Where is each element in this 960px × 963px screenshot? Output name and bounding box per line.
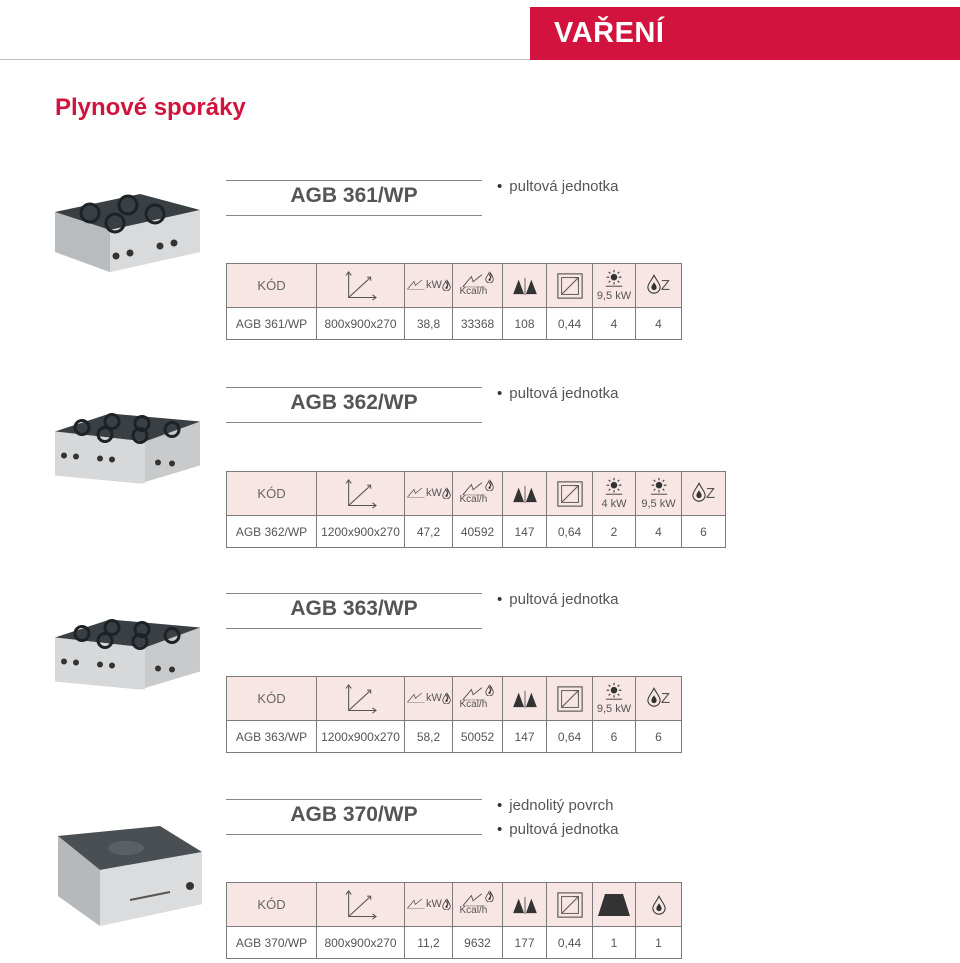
model-title-box: [226, 799, 482, 835]
code-header: KÓD: [227, 677, 317, 721]
power-kw-icon: kW: [406, 485, 451, 499]
code-header: KÓD: [227, 883, 317, 927]
flame-drop-icon: [652, 895, 666, 915]
burner-power-label: 4 kW: [601, 498, 627, 510]
value-cell: 58,2: [405, 721, 453, 753]
burner-icon: [604, 682, 624, 700]
value-cell: 147: [503, 721, 547, 753]
spec-header-row: [227, 472, 726, 516]
feature-list: [497, 382, 619, 406]
feature-list: [497, 175, 619, 199]
kcal-flame-icon: Kcal/h: [457, 682, 499, 712]
volume-icon: [556, 891, 584, 919]
code-header: KÓD: [227, 472, 317, 516]
value-cell: 0,64: [547, 721, 593, 753]
value-cell: 0,44: [547, 927, 593, 959]
value-cell: AGB 361/WP: [227, 308, 317, 340]
feature-item: • pultová jednotka: [497, 588, 619, 612]
feature-list: [497, 588, 619, 612]
header-bar: [530, 7, 960, 60]
weight-icon: [511, 689, 539, 709]
value-cell: 4: [636, 516, 682, 548]
code-header: KÓD: [227, 264, 317, 308]
value-cell: 33368: [453, 308, 503, 340]
spec-values-row: [227, 721, 682, 753]
value-cell: 47,2: [405, 516, 453, 548]
spec-header-row: [227, 677, 682, 721]
value-cell: 1: [636, 927, 682, 959]
hotplate-icon: [596, 892, 632, 918]
value-cell: AGB 362/WP: [227, 516, 317, 548]
feature-item: • pultová jednotka: [497, 382, 619, 406]
value-cell: AGB 363/WP: [227, 721, 317, 753]
burner-icon: [604, 269, 624, 287]
value-cell: 1: [593, 927, 636, 959]
dimensions-icon: [343, 271, 379, 301]
spec-values-row: [227, 927, 682, 959]
kcal-flame-icon: Kcal/h: [457, 888, 499, 918]
burner-power-label: 9,5 kW: [596, 703, 632, 715]
dimensions-icon: [343, 890, 379, 920]
feature-item: • jednolitý povrch: [497, 794, 619, 818]
dimensions-icon: [343, 479, 379, 509]
flame-drop-icon: Z: [692, 482, 715, 502]
value-cell: 9632: [453, 927, 503, 959]
spec-values-row: [227, 516, 726, 548]
model-name: AGB 370/WP: [290, 803, 418, 826]
spec-values-row: [227, 308, 682, 340]
value-cell: 108: [503, 308, 547, 340]
value-cell: 1200x900x270: [317, 721, 405, 753]
model-title-box: [226, 387, 482, 423]
spec-table: [226, 471, 726, 548]
value-cell: 147: [503, 516, 547, 548]
product-image-6-burner: [50, 400, 205, 495]
volume-icon: [556, 272, 584, 300]
flame-drop-icon: Z: [647, 687, 670, 707]
page-title: Plynové sporáky: [55, 94, 246, 121]
product-image-4-burner: [50, 190, 205, 285]
feature-list: [497, 794, 619, 842]
product-image-6-burner: [50, 606, 205, 701]
value-cell: 6: [636, 721, 682, 753]
model-name: AGB 361/WP: [290, 184, 418, 207]
model-title-box: [226, 593, 482, 629]
spec-table: [226, 882, 682, 959]
power-kw-icon: kW: [406, 690, 451, 704]
model-name: AGB 363/WP: [290, 597, 418, 620]
value-cell: 4: [636, 308, 682, 340]
spec-header-row: [227, 883, 682, 927]
value-cell: 6: [682, 516, 726, 548]
value-cell: 800x900x270: [317, 308, 405, 340]
value-cell: 1200x900x270: [317, 516, 405, 548]
header-title: VAŘENÍ: [554, 17, 665, 49]
volume-icon: [556, 685, 584, 713]
value-cell: 2: [593, 516, 636, 548]
feature-item: • pultová jednotka: [497, 818, 619, 842]
value-cell: AGB 370/WP: [227, 927, 317, 959]
dimensions-icon: [343, 684, 379, 714]
kcal-flame-icon: Kcal/h: [457, 477, 499, 507]
weight-icon: [511, 276, 539, 296]
spec-header-row: [227, 264, 682, 308]
burner-power-label: 9,5 kW: [641, 498, 676, 510]
spec-table: [226, 676, 682, 753]
spec-table: [226, 263, 682, 340]
value-cell: 0,64: [547, 516, 593, 548]
value-cell: 38,8: [405, 308, 453, 340]
burner-icon: [604, 477, 624, 495]
product-image-solid-top: [50, 822, 205, 932]
value-cell: 0,44: [547, 308, 593, 340]
flame-drop-icon: Z: [647, 274, 670, 294]
burner-icon: [649, 477, 669, 495]
value-cell: 800x900x270: [317, 927, 405, 959]
value-cell: 11,2: [405, 927, 453, 959]
power-kw-icon: kW: [406, 277, 451, 291]
weight-icon: [511, 895, 539, 915]
value-cell: 177: [503, 927, 547, 959]
header-divider: [0, 59, 530, 60]
volume-icon: [556, 480, 584, 508]
weight-icon: [511, 484, 539, 504]
value-cell: 50052: [453, 721, 503, 753]
model-name: AGB 362/WP: [290, 391, 418, 414]
burner-power-label: 9,5 kW: [596, 290, 632, 302]
power-kw-icon: kW: [406, 896, 451, 910]
feature-item: • pultová jednotka: [497, 175, 619, 199]
value-cell: 40592: [453, 516, 503, 548]
kcal-flame-icon: Kcal/h: [457, 269, 499, 299]
value-cell: 4: [593, 308, 636, 340]
value-cell: 6: [593, 721, 636, 753]
model-title-box: [226, 180, 482, 216]
